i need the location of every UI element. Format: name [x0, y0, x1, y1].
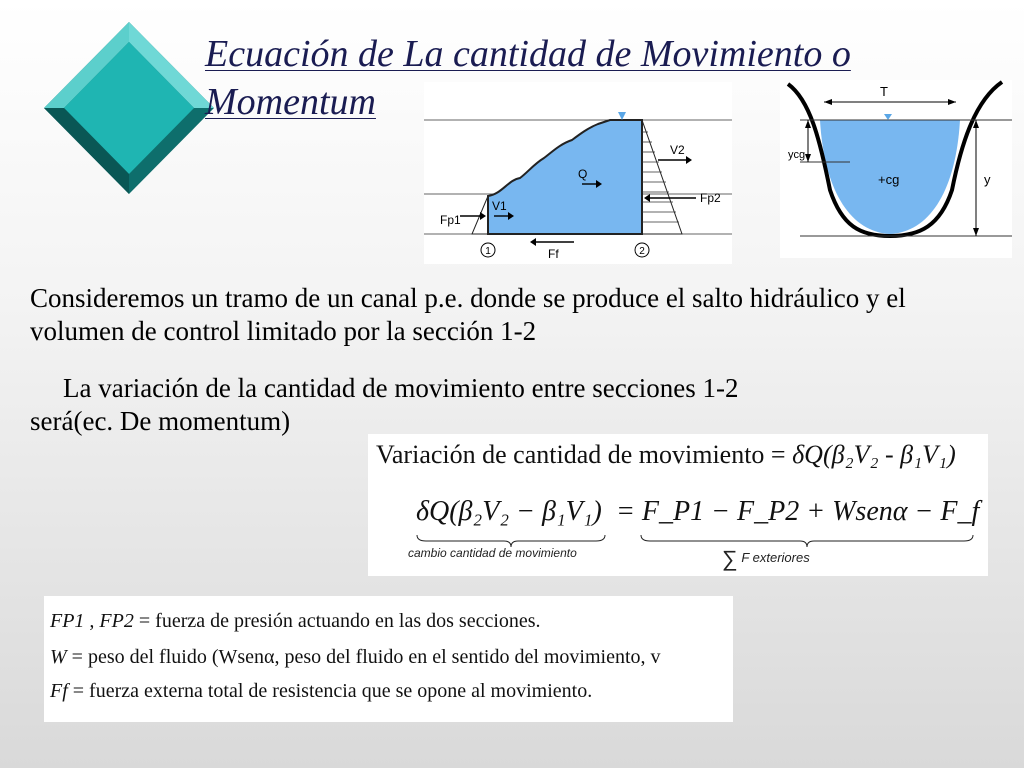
hydraulic-jump-diagram: [424, 82, 732, 264]
fig1-label-ff: Ff: [548, 247, 559, 261]
fig1-label-fp1: Fp1: [440, 213, 461, 227]
paragraph-1: Consideremos un tramo de un canal p.e. donde se produce el salto hidráulico y el volumen de control limitado por la sección 1-2: [30, 283, 906, 346]
definition-pressure: [50, 610, 541, 633]
label-momentum-change: cambio cantidad de movimiento: [408, 546, 577, 560]
fig1-label-q: Q: [578, 167, 588, 181]
label-external-forces-text: F exteriores: [741, 550, 810, 565]
label-external-forces: [722, 546, 810, 572]
definitions-box: [44, 596, 733, 722]
definition-weight-text: = peso del fluido (Wsenα, peso del fluido en el sentido del movimiento, v: [66, 646, 661, 668]
momentum-equation-box: [368, 434, 988, 576]
paragraph-2-line-a: La variación de la cantidad de movimiento entre secciones 1-2: [63, 373, 739, 403]
fig2-label-ycg: ycg: [788, 149, 806, 161]
definition-pressure-text: = fuerza de presión actuando en las dos secciones.: [133, 610, 541, 632]
fig1-section-1: 1: [485, 246, 491, 257]
equation-main-right: = F_P1 − F_P2 + Wsenα − F_f: [616, 496, 980, 527]
paragraph-2-line-b: será(ec. De momentum): [30, 406, 291, 436]
fig1-label-fp2: Fp2: [700, 191, 721, 205]
slide-title: Ecuación de La cantidad de Movimiento o Momentum: [205, 33, 851, 123]
fig2-label-t: T: [880, 84, 888, 99]
paragraph-2: [30, 372, 990, 438]
fig1-section-2: 2: [639, 246, 645, 257]
definition-weight: [50, 646, 661, 669]
definition-friction-symbol: Ff: [50, 680, 68, 702]
sigma-symbol: ∑: [722, 546, 738, 571]
decorative-diamond-icon: [44, 22, 214, 194]
definition-weight-symbol: W: [50, 646, 67, 668]
equation-top-formula: δQ(β₂V₂ - β₁V₁): [792, 440, 956, 469]
fig1-label-v2: V2: [670, 143, 685, 157]
definition-pressure-symbol: FP1 , FP2: [50, 610, 134, 632]
fig2-label-cg: +cg: [878, 172, 900, 187]
channel-cross-section-diagram: [780, 80, 1012, 258]
equation-main-left: δQ(β₂V₂ − β₁V₁): [416, 496, 602, 527]
fig2-label-y: y: [984, 172, 991, 187]
equation-top-line: [376, 440, 956, 470]
definition-friction-text: = fuerza externa total de resistencia que se opone al movimiento.: [67, 680, 593, 702]
definition-friction: [50, 680, 592, 703]
fig1-label-v1: V1: [492, 199, 507, 213]
equation-top-text: Variación de cantidad de movimiento =: [376, 440, 793, 469]
